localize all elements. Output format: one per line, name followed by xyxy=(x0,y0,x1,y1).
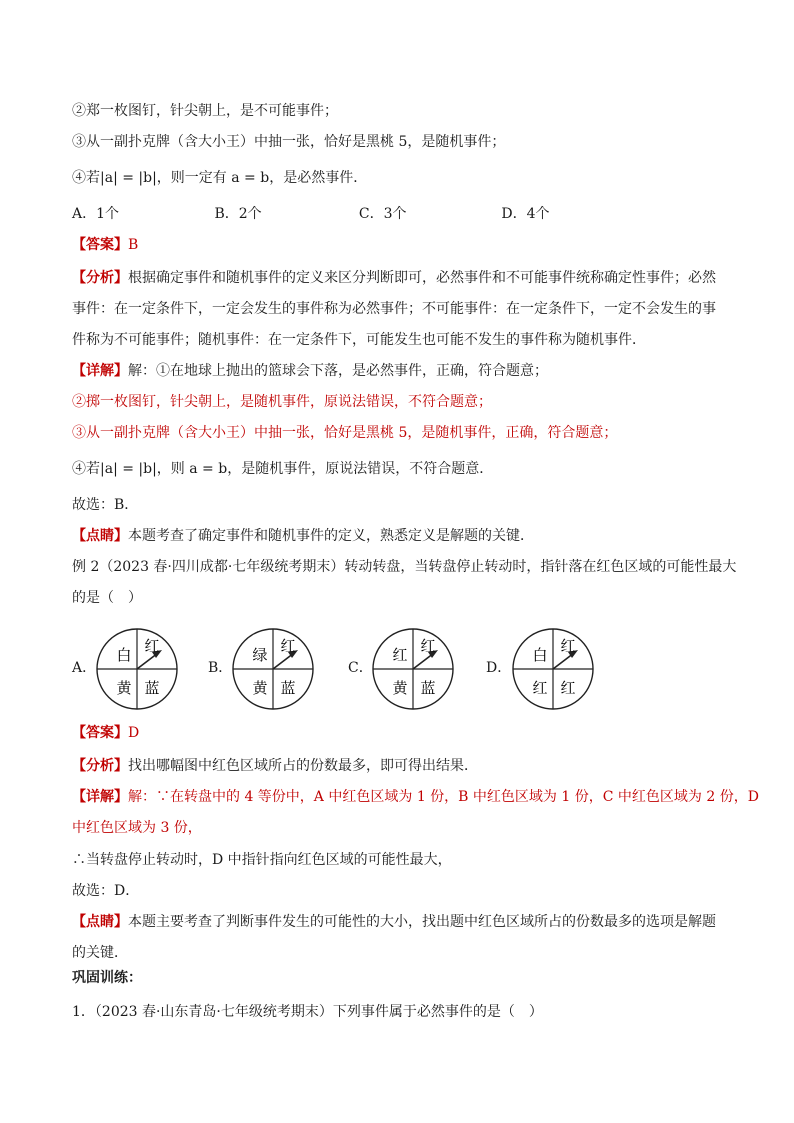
analysis-1-line-2: 事件：在一定条件下，一定会发生的事件称为必然事件；不可能事件：在一定条件下，一定不会发生的事 xyxy=(72,301,716,317)
detail-text: 解：①在地球上抛出的篮球会下落，是必然事件，正确，符合题意； xyxy=(128,363,548,379)
point-1 xyxy=(72,526,734,546)
example-2-line-1: 例 2（2023 春·四川成都·七年级统考期末）转动转盘，当转盘停止转动时，指针落在红色区域的可能性最大 xyxy=(72,559,737,575)
detail-1-line-1 xyxy=(72,361,734,381)
detail-2-line-2: 中红色区域为 3 份， xyxy=(72,820,202,836)
answer-2 xyxy=(72,723,734,743)
spinner-d-label: D． xyxy=(486,660,512,676)
option-a: A．1个 xyxy=(72,206,120,222)
answer-value: B xyxy=(128,237,139,253)
point-tag: 【点睛】 xyxy=(72,528,128,544)
detail-2-line-4: 故选：D． xyxy=(72,883,140,899)
detail-1-line-3: ③从一副扑克牌（含大小王）中抽一张，恰好是黑桃 5，是随机事件，正确，符合题意； xyxy=(72,425,618,441)
spinner-c-label: C． xyxy=(348,660,373,676)
options-row xyxy=(72,204,734,224)
spinner-d xyxy=(510,627,596,711)
option-d: D．4个 xyxy=(501,206,550,222)
analysis-2 xyxy=(72,756,734,776)
spinner-figures xyxy=(72,627,576,711)
answer-tag: 【答案】 xyxy=(72,237,128,253)
point-2-line-2: 的关键． xyxy=(72,945,128,961)
detail-2-line-1 xyxy=(72,787,759,807)
spinner-c xyxy=(370,627,456,711)
practice-heading: 巩固训练： xyxy=(72,970,142,986)
analysis-1-line-1 xyxy=(72,268,734,288)
statement-2: ②郑一枚图钉，针尖朝上，是不可能事件； xyxy=(72,103,338,119)
spinner-d-sector-3: 红 xyxy=(532,679,548,697)
answer-tag: 【答案】 xyxy=(72,725,128,741)
analysis-1-line-3: 件称为不可能事件；随机事件：在一定条件下，可能发生也可能不发生的事件称为随机事件． xyxy=(72,332,646,348)
statement-4: ④若|a| = |b|，则一定有 a = b，是必然事件． xyxy=(72,170,368,186)
spinner-c-sector-4: 蓝 xyxy=(420,679,436,697)
spinner-b-sector-3: 黄 xyxy=(252,679,268,697)
point-2-line-1 xyxy=(72,912,734,932)
spinner-a-sector-2: 红 xyxy=(144,637,160,655)
detail-1-line-5: 故选：B． xyxy=(72,497,139,513)
spinner-b-sector-4: 蓝 xyxy=(280,679,296,697)
spinner-b-label: B． xyxy=(208,660,233,676)
detail-1-line-4: ④若|a| = |b|，则 a = b，是随机事件，原说法错误，不符合题意． xyxy=(72,461,494,477)
detail-2-line-3: ∴当转盘停止转动时，D 中指针指向红色区域的可能性最大， xyxy=(72,852,452,868)
spinner-c-sector-2: 红 xyxy=(420,637,436,655)
spinner-a-sector-1: 白 xyxy=(116,646,132,664)
analysis-tag: 【分析】 xyxy=(72,758,128,774)
spinner-c-sector-1: 红 xyxy=(392,646,408,664)
option-b: B．2个 xyxy=(214,206,262,222)
spinner-a-label: A． xyxy=(72,660,97,676)
spinner-b xyxy=(230,627,316,711)
spinner-a xyxy=(94,627,180,711)
detail-tag: 【详解】 xyxy=(72,789,128,805)
spinner-d-sector-4: 红 xyxy=(560,679,576,697)
spinner-c-sector-3: 黄 xyxy=(392,679,408,697)
detail-tag: 【详解】 xyxy=(72,363,128,379)
detail-text: 解：∵在转盘中的 4 等份中，A 中红色区域为 1 份，B 中红色区域为 1 份，C 中红色区域为 2 份，D xyxy=(128,789,759,805)
spinner-d-sector-2: 红 xyxy=(560,637,576,655)
analysis-tag: 【分析】 xyxy=(72,270,128,286)
point-tag: 【点睛】 xyxy=(72,914,128,930)
spinner-d-sector-1: 白 xyxy=(532,646,548,664)
analysis-text: 根据确定事件和随机事件的定义来区分判断即可，必然事件和不可能事件统称确定性事件；必然 xyxy=(128,270,716,286)
answer-value: D xyxy=(128,725,140,741)
point-text: 本题主要考查了判断事件发生的可能性的大小，找出题中红色区域所占的份数最多的选项是解题 xyxy=(128,914,716,930)
spinner-b-sector-2: 红 xyxy=(280,637,296,655)
statement-3: ③从一副扑克牌（含大小王）中抽一张，恰好是黑桃 5，是随机事件； xyxy=(72,134,506,150)
option-c: C．3个 xyxy=(358,206,407,222)
spinner-b-sector-1: 绿 xyxy=(252,646,268,664)
example-2-line-2: 的是（ ） xyxy=(72,590,142,606)
detail-1-line-2: ②掷一枚图钉，针尖朝上，是随机事件，原说法错误，不符合题意； xyxy=(72,394,492,410)
spinner-a-sector-3: 黄 xyxy=(116,679,132,697)
analysis-text: 找出哪幅图中红色区域所占的份数最多，即可得出结果． xyxy=(128,758,478,774)
point-text: 本题考查了确定事件和随机事件的定义，熟悉定义是解题的关键． xyxy=(128,528,534,544)
question-1: 1．（2023 春·山东青岛·七年级统考期末）下列事件属于必然事件的是（ ） xyxy=(72,1004,543,1020)
answer-1 xyxy=(72,235,734,255)
spinner-a-sector-4: 蓝 xyxy=(144,679,160,697)
